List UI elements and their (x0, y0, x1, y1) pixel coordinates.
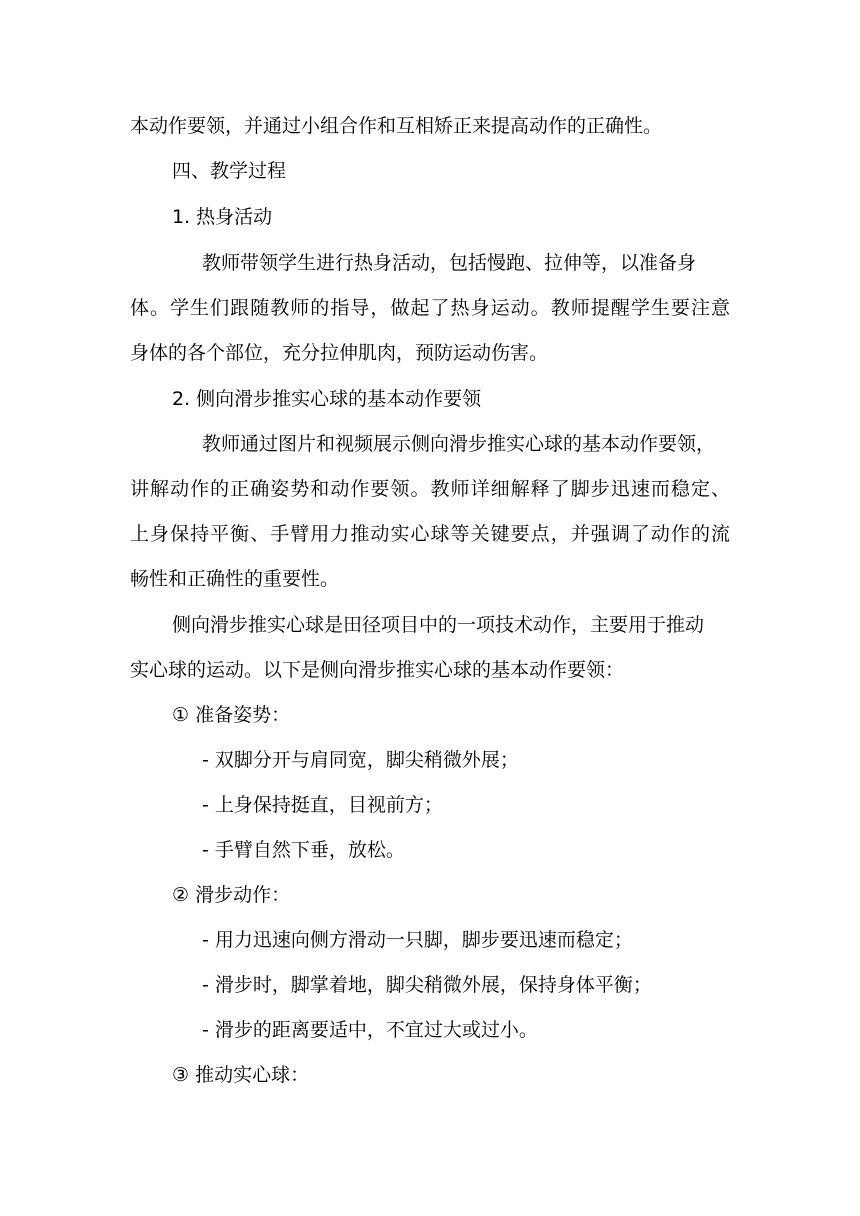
list-item-slide-foot: - 用力迅速向侧方滑动一只脚，脚步要迅速而稳定； (202, 929, 633, 951)
section-heading-teaching-process: 四、教学过程 (172, 160, 287, 182)
paragraph-line-movement-3: 上身保持平衡、手臂用力推动实心球等关键要点，并强调了动作的流 (130, 523, 730, 545)
paragraph-line-intro-1: 侧向滑步推实心球是田径项目中的一项技术动作，主要用于推动 (172, 614, 705, 636)
paragraph-line-movement-4: 畅性和正确性的重要性。 (130, 568, 340, 590)
paragraph-line-warmup-3: 身体的各个部位，充分拉伸肌肉，预防运动伤害。 (130, 342, 549, 364)
list-item-slide-distance: - 滑步的距离要适中，不宜过大或过小。 (202, 1019, 538, 1041)
list-heading-push-ball: ③ 推动实心球： (172, 1064, 310, 1086)
list-item-upper-body: - 上身保持挺直，目视前方； (202, 794, 443, 816)
paragraph-line-warmup-1: 教师带领学生进行热身活动，包括慢跑、拉伸等，以准备身 (202, 252, 697, 274)
subheading-warm-up: 1. 热身活动 (172, 206, 273, 228)
list-heading-ready-position: ① 准备姿势： (172, 704, 291, 726)
list-item-slide-balance: - 滑步时，脚掌着地，脚尖稍微外展，保持身体平衡； (202, 974, 652, 996)
subheading-basic-movement: 2. 侧向滑步推实心球的基本动作要领 (172, 388, 482, 410)
paragraph-line-intro-2: 实心球的运动。以下是侧向滑步推实心球的基本动作要领： (130, 659, 625, 681)
list-item-feet: - 双脚分开与肩同宽，脚尖稍微外展； (202, 749, 519, 771)
list-item-arms: - 手臂自然下垂，放松。 (202, 839, 405, 861)
paragraph-line-movement-2: 讲解动作的正确姿势和动作要领。教师详细解释了脚步迅速而稳定、 (130, 478, 730, 500)
paragraph-line-warmup-2: 体。学生们跟随教师的指导，做起了热身运动。教师提醒学生要注意 (130, 297, 730, 319)
paragraph-line-1: 本动作要领，并通过小组合作和互相矫正来提高动作的正确性。 (130, 115, 663, 137)
list-heading-slide-step: ② 滑步动作： (172, 884, 291, 906)
paragraph-line-movement-1: 教师通过图片和视频展示侧向滑步推实心球的基本动作要领， (202, 433, 716, 455)
